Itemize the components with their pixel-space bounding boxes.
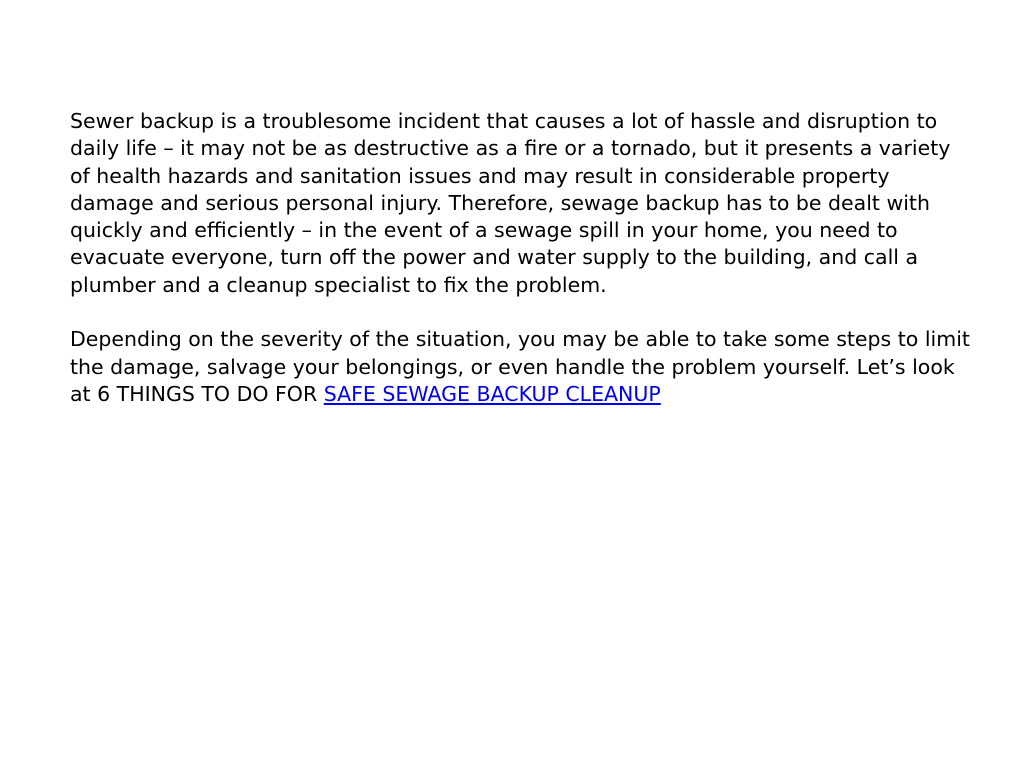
cleanup-paragraph bbox=[70, 326, 970, 408]
slide-text-body bbox=[70, 108, 970, 408]
intro-paragraph: Sewer backup is a troublesome incident that causes a lot of hassle and disruption to daily life – it may not be as destructive as a fire or a tornado, but it presents a variety of health hazards and sanitation issues and may result in considerable property damage and serious personal injury. Therefore, sewage backup has to be dealt with quickly and efficiently – in the event of a sewage spill in your home, you need to evacuate everyone, turn off the power and water supply to the building, and call a plumber and a cleanup specialist to fix the problem. bbox=[70, 109, 951, 297]
safe-sewage-backup-cleanup-link[interactable]: SAFE SEWAGE BACKUP CLEANUP bbox=[323, 381, 661, 406]
cleanup-paragraph-text: Depending on the severity of the situation, you may be able to take some steps to limit the damage, salvage your belongings, or even handle the problem yourself. Let’s look at 6 THINGS TO DO FOR bbox=[70, 327, 970, 406]
